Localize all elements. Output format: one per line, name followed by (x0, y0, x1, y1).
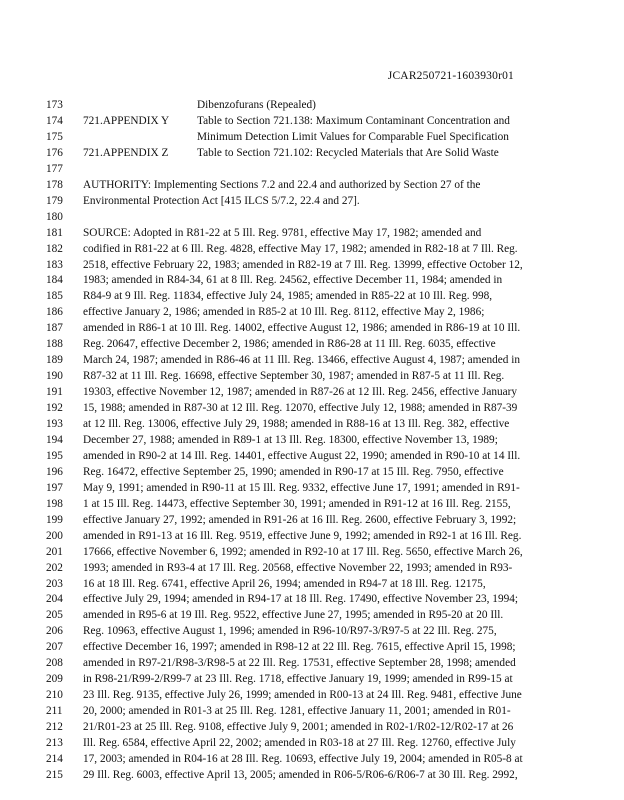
line-number: 191 (46, 386, 63, 399)
document-id: JCAR250721-1603930r01 (387, 70, 514, 82)
document-line (0, 432, 624, 448)
appendix-title: Table to Section 721.102: Recycled Materials that Are Solid Waste (197, 146, 499, 159)
line-text: 23 Ill. Reg. 9135, effective July 26, 1999; amended in R00-13 at 24 Ill. Reg. 9481, effective June (83, 689, 522, 702)
document-line (0, 241, 624, 257)
line-text: Ill. Reg. 6584, effective April 22, 2002; amended in R03-18 at 27 Ill. Reg. 12760, effective July (83, 737, 516, 749)
line-number: 182 (46, 242, 63, 255)
document-line (0, 751, 624, 767)
document-line (0, 177, 624, 193)
line-number: 199 (46, 513, 63, 526)
document-line (0, 145, 624, 161)
line-number: 203 (46, 577, 63, 590)
line-number: 190 (46, 370, 63, 383)
line-text: amended in R91-13 at 16 Ill. Reg. 9519, effective June 9, 1992; amended in R92-1 at 16 Ill. Reg. (83, 529, 522, 542)
line-number: 178 (46, 178, 63, 191)
document-line (0, 480, 624, 496)
document-line (0, 113, 624, 129)
line-number: 180 (46, 210, 63, 223)
line-number: 206 (46, 625, 63, 638)
document-line (0, 304, 624, 320)
line-number: 201 (46, 545, 63, 558)
document-line (0, 400, 624, 416)
line-number: 215 (46, 768, 63, 781)
line-number: 185 (46, 290, 63, 303)
appendix-label: 721.APPENDIX Z (83, 146, 169, 159)
line-text: 20, 2000; amended in R01-3 at 25 Ill. Reg. 1281, effective January 11, 2001; amended in R01- (83, 705, 511, 718)
line-text: effective July 29, 1994; amended in R94-17 at 18 Ill. Reg. 17490, effective November 23, 1994; (83, 593, 519, 606)
line-number: 193 (46, 418, 63, 430)
document-line (0, 129, 624, 145)
line-number: 205 (46, 609, 63, 622)
line-number: 183 (46, 258, 63, 271)
document-line (0, 512, 624, 528)
document-line (0, 639, 624, 655)
line-number: 204 (46, 593, 63, 606)
line-text: at 12 Ill. Reg. 13006, effective July 29, 1988; amended in R88-16 at 13 Ill. Reg. 382, effective (83, 418, 510, 430)
document-line (0, 767, 624, 783)
document-line (0, 257, 624, 273)
line-text: March 24, 1987; amended in R86-46 at 11 Ill. Reg. 13466, effective August 4, 1987; amended in (83, 354, 521, 367)
line-text: 19303, effective November 12, 1987; amended in R87-26 at 12 Ill. Reg. 2456, effective January (83, 386, 518, 399)
line-text: 17, 2003; amended in R04-16 at 28 Ill. Reg. 10693, effective July 19, 2004; amended in R05-8 at (83, 752, 523, 765)
line-text: R87-32 at 11 Ill. Reg. 16698, effective September 30, 1987; amended in R87-5 at 11 Ill. Reg. (83, 370, 505, 383)
appendix-title: Dibenzofurans (Repealed) (197, 99, 316, 111)
line-text: 2518, effective February 22, 1983; amended in R82-19 at 7 Ill. Reg. 13999, effective October 12, (83, 258, 523, 271)
document-line (0, 416, 624, 432)
document-line (0, 544, 624, 560)
line-number: 196 (46, 465, 63, 478)
line-text: Environmental Protection Act [415 ILCS 5/7.2, 22.4 and 27]. (83, 194, 360, 207)
appendix-label: 721.APPENDIX Y (83, 114, 170, 127)
document-line (0, 464, 624, 480)
line-text: 21/R01-23 at 25 Ill. Reg. 9108, effective July 9, 2001; amended in R02-1/R02-12/R02-17 at 26 (83, 721, 514, 734)
line-text: effective December 16, 1997; amended in R98-12 at 22 Ill. Reg. 7615, effective April 15, 1998; (83, 641, 516, 654)
line-number: 212 (46, 721, 63, 734)
line-number: 208 (46, 657, 63, 670)
document-line (0, 97, 624, 113)
line-number: 177 (46, 162, 63, 175)
line-number: 187 (46, 322, 63, 335)
document-line (0, 288, 624, 304)
line-number: 198 (46, 497, 63, 510)
document-line (0, 687, 624, 703)
line-text: 1983; amended in R84-34, 61 at 8 Ill. Reg. 24562, effective December 11, 1984; amended in (83, 274, 503, 287)
line-number: 176 (46, 146, 63, 159)
document-line (0, 735, 624, 751)
document-line (0, 448, 624, 464)
document-line (0, 703, 624, 719)
document-line (0, 336, 624, 352)
document-line (0, 320, 624, 336)
line-number: 194 (46, 433, 63, 446)
document-line (0, 368, 624, 384)
line-text: effective January 2, 1986; amended in R85-2 at 10 Ill. Reg. 8112, effective May 2, 1986; (83, 306, 485, 319)
document-line (0, 496, 624, 512)
line-number: 197 (46, 481, 63, 494)
line-number: 202 (46, 561, 63, 574)
appendix-title: Table to Section 721.138: Maximum Contaminant Concentration and (197, 114, 510, 127)
document-line (0, 623, 624, 639)
document-line (0, 591, 624, 607)
document-line (0, 352, 624, 368)
line-text: effective January 27, 1992; amended in R91-26 at 16 Ill. Reg. 2600, effective February 3, 1992; (83, 513, 517, 526)
line-text: 29 Ill. Reg. 6003, effective April 13, 2005; amended in R06-5/R06-6/R06-7 at 30 Ill. Reg. 2992, (83, 768, 518, 781)
document-line (0, 209, 624, 225)
line-number: 184 (46, 274, 63, 287)
document-line (0, 607, 624, 623)
document-line (0, 671, 624, 687)
line-number: 200 (46, 529, 63, 542)
line-number: 209 (46, 673, 63, 686)
line-text: 16 at 18 Ill. Reg. 6741, effective April 26, 1994; amended in R94-7 at 18 Ill. Reg. 12175, (83, 577, 486, 590)
line-text: codified in R81-22 at 6 Ill. Reg. 4828, effective May 17, 1982; amended in R82-18 at 7 Ill. Reg. (83, 242, 518, 255)
line-number: 181 (46, 226, 63, 239)
line-number: 214 (46, 752, 63, 765)
line-number: 211 (46, 705, 63, 718)
line-text: May 9, 1991; amended in R90-11 at 15 Ill. Reg. 9332, effective June 17, 1991; amended in R91- (83, 481, 520, 494)
document-line (0, 161, 624, 177)
line-number: 213 (46, 737, 63, 749)
document-line (0, 384, 624, 400)
document-line (0, 193, 624, 209)
line-number: 195 (46, 449, 63, 462)
document-line (0, 719, 624, 735)
document-line (0, 528, 624, 544)
document-line (0, 576, 624, 592)
line-number: 188 (46, 338, 63, 351)
document-line (0, 655, 624, 671)
line-text: 1 at 15 Ill. Reg. 14473, effective September 30, 1991; amended in R91-12 at 16 Ill. Reg. 2155, (83, 497, 511, 510)
document-line (0, 225, 624, 241)
line-text: amended in R95-6 at 19 Ill. Reg. 9522, effective June 27, 1995; amended in R95-20 at 20 Ill. (83, 609, 504, 622)
document-line (0, 272, 624, 288)
line-number: 175 (46, 130, 63, 143)
line-number: 186 (46, 306, 63, 319)
line-number: 210 (46, 689, 63, 702)
line-number: 179 (46, 194, 63, 207)
document-line (0, 560, 624, 576)
line-text: R84-9 at 9 Ill. Reg. 11834, effective July 24, 1985; amended in R85-22 at 10 Ill. Reg. 998, (83, 290, 493, 303)
line-text: amended in R97-21/R98-3/R98-5 at 22 Ill. Reg. 17531, effective September 28, 1998; amended (83, 657, 516, 670)
line-number: 192 (46, 402, 63, 415)
line-text: 15, 1988; amended in R87-30 at 12 Ill. Reg. 12070, effective July 12, 1988; amended in R87-39 (83, 402, 518, 415)
line-text: in R98-21/R99-2/R99-7 at 23 Ill. Reg. 1718, effective January 19, 1999; amended in R99-15 at (83, 673, 513, 686)
line-text: Reg. 16472, effective September 25, 1990; amended in R90-17 at 15 Ill. Reg. 7950, effective (83, 465, 504, 478)
line-number: 173 (46, 99, 63, 111)
line-text: Reg. 20647, effective December 2, 1986; amended in R86-28 at 11 Ill. Reg. 6035, effective (83, 338, 496, 351)
line-text: 17666, effective November 6, 1992; amended in R92-10 at 17 Ill. Reg. 5650, effective March 26, (83, 545, 523, 558)
line-text: SOURCE: Adopted in R81-22 at 5 Ill. Reg. 9781, effective May 17, 1982; amended and (83, 226, 482, 239)
line-number: 174 (46, 114, 63, 127)
line-number: 189 (46, 354, 63, 367)
line-text: amended in R90-2 at 14 Ill. Reg. 14401, effective August 22, 1990; amended in R90-10 at 14 Ill. (83, 449, 521, 462)
line-text: amended in R86-1 at 10 Ill. Reg. 14002, effective August 12, 1986; amended in R86-19 at 10 Ill. (83, 322, 521, 335)
line-text: Reg. 10963, effective August 1, 1996; amended in R96-10/R97-3/R97-5 at 22 Ill. Reg. 275, (83, 625, 497, 638)
line-text: December 27, 1988; amended in R89-1 at 13 Ill. Reg. 18300, effective November 13, 1989; (83, 433, 498, 446)
line-text: AUTHORITY: Implementing Sections 7.2 and 22.4 and authorized by Section 27 of the (83, 178, 481, 191)
line-text: 1993; amended in R93-4 at 17 Ill. Reg. 20568, effective November 22, 1993; amended in R93- (83, 561, 513, 574)
appendix-title: Minimum Detection Limit Values for Comparable Fuel Specification (197, 130, 509, 143)
line-number: 207 (46, 641, 63, 654)
